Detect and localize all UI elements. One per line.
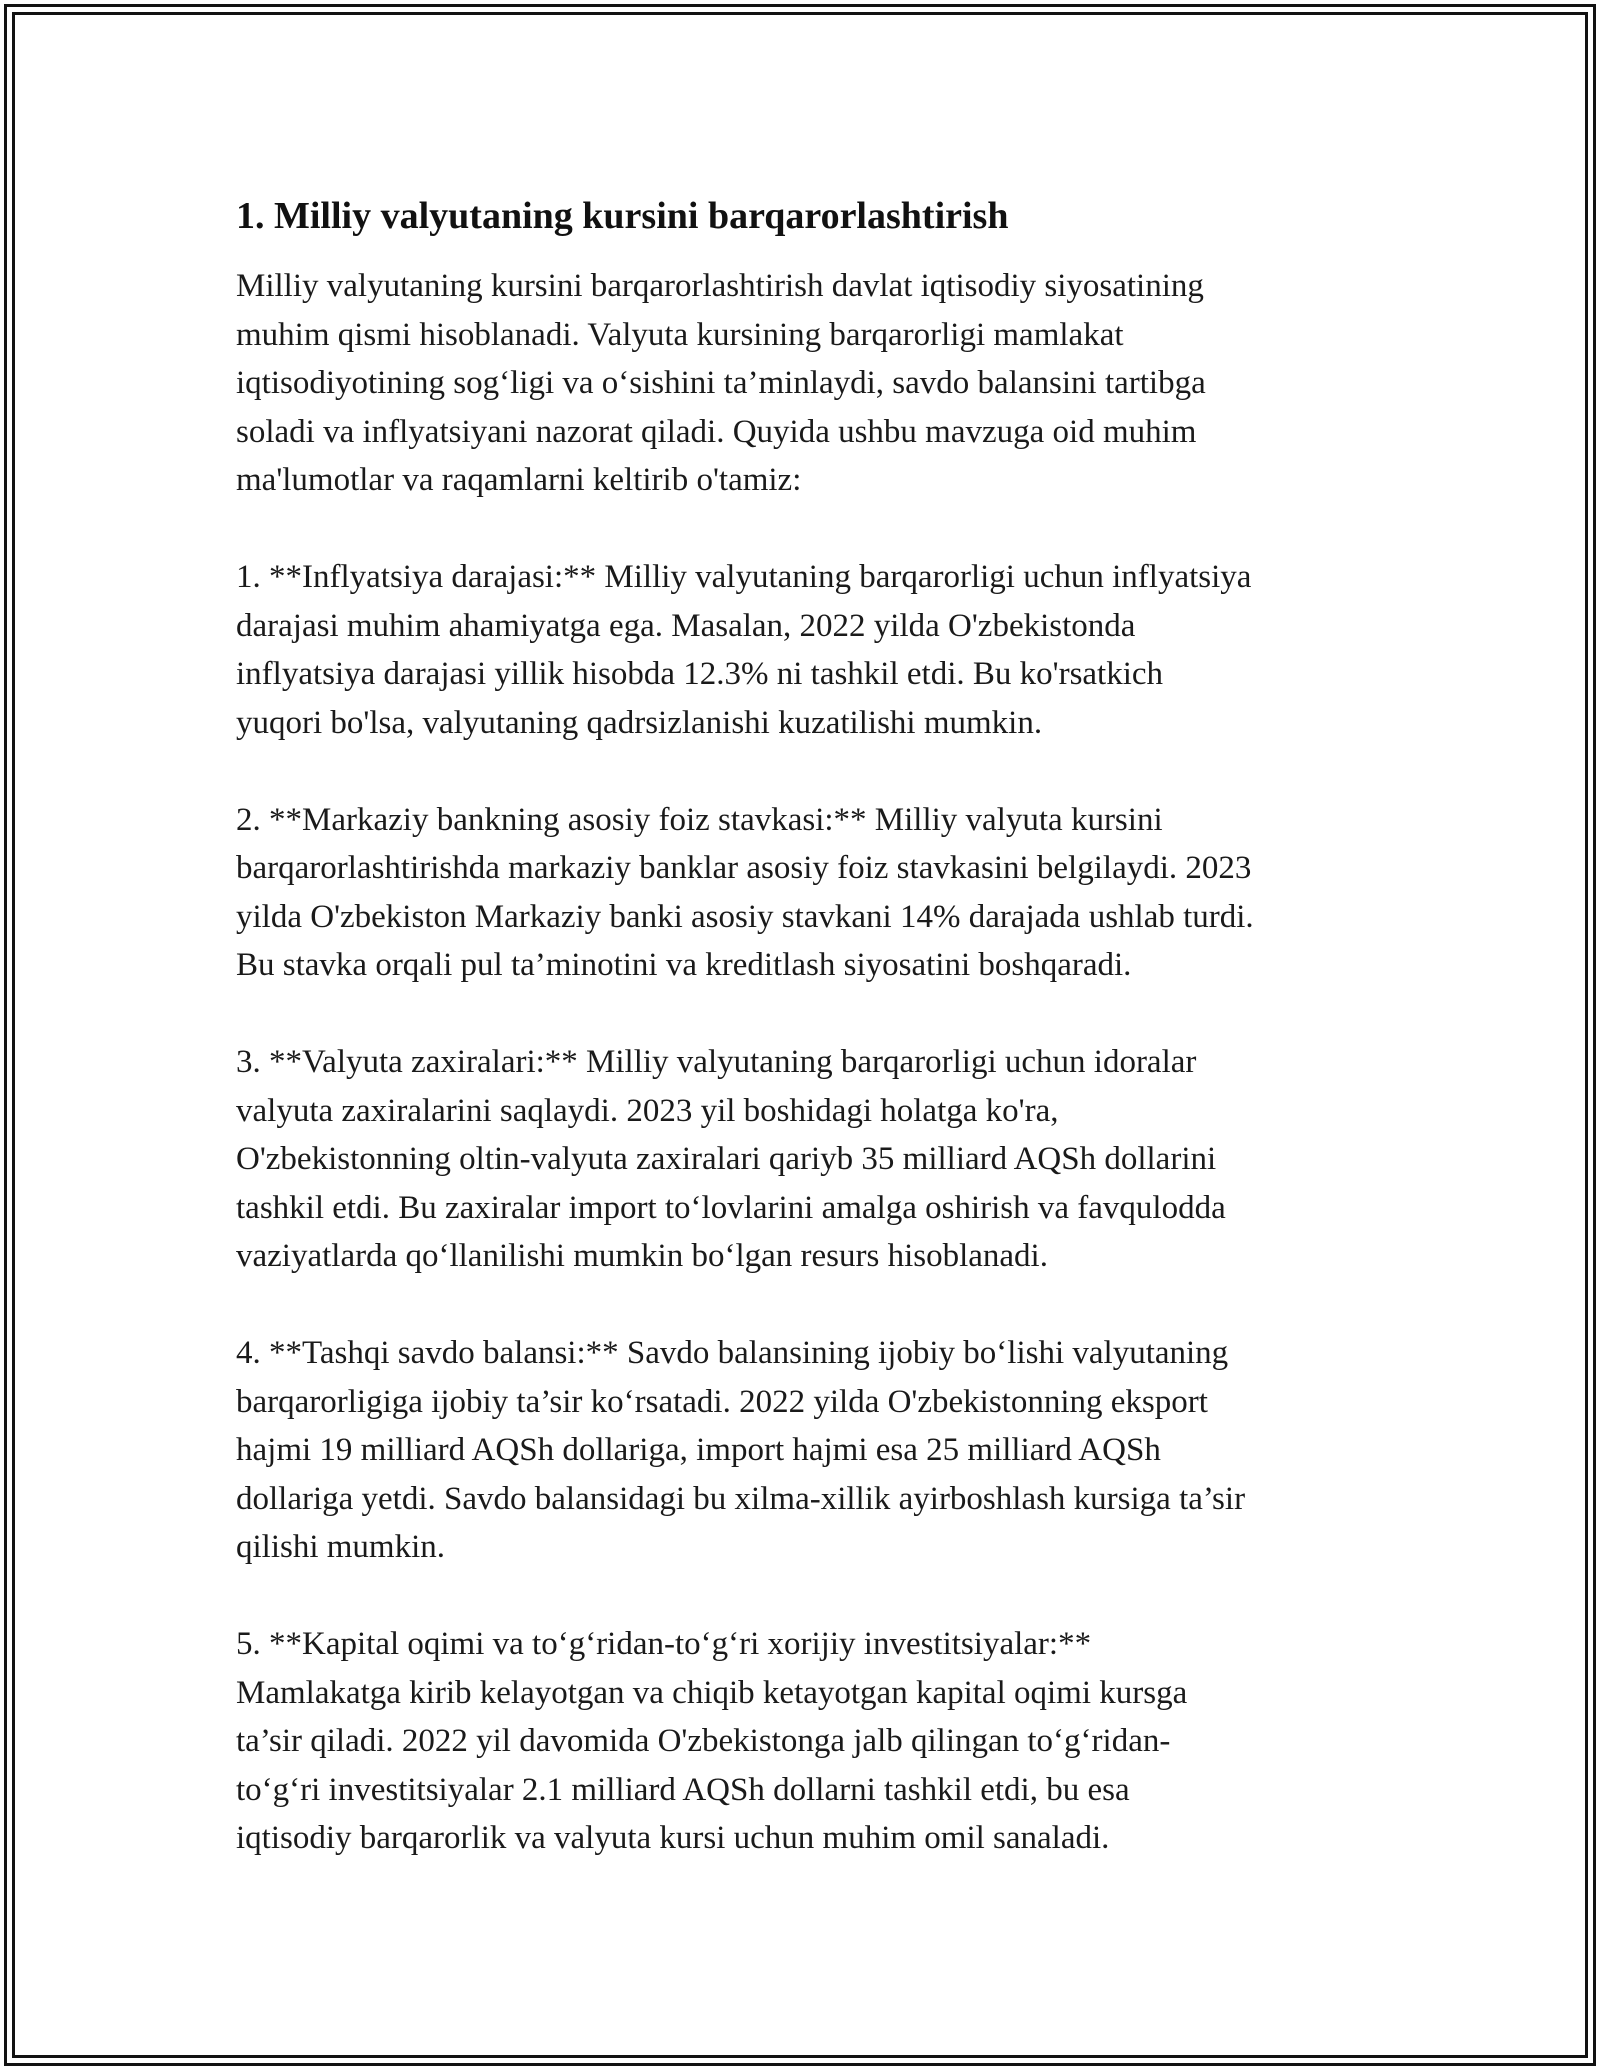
document-body <box>236 180 1386 1911</box>
item-central-bank-rate: 2. **Markaziy bankning asosiy foiz stavkasi:** Milliy valyuta kursini barqarorlashtirishda markaziy banklar asosiy foiz stavkasini belgilaydi. 2023 yilda O'zbekiston Markaziy banki asosiy stavkani 14% darajada ushlab turdi. Bu stavka orqali pul ta’minotini va kreditlash siyosatini boshqaradi. <box>236 801 1254 983</box>
item-trade-balance: 4. **Tashqi savdo balansi:** Savdo balansining ijobiy bo‘lishi valyutaning barqarorligiga ijobiy ta’sir ko‘rsatadi. 2022 yilda O'zbekistonning eksport hajmi 19 milliard AQSh dollariga, import hajmi esa 25 milliard AQSh dollariga yetdi. Savdo balansidagi bu xilma-xillik ayirboshlash kursiga ta’sir qilishi mumkin. <box>236 1335 1246 1565</box>
item-inflation-rate: 1. **Inflyatsiya darajasi:** Milliy valyutaning barqarorligi uchun inflyatsiya darajasi muhim ahamiyatga ega. Masalan, 2022 yilda O'zbekistonda inflyatsiya darajasi yillik hisobda 12.3% ni tashkil etdi. Bu ko'rsatkich yuqori bo'lsa, valyutaning qadrsizlanishi kuzatilishi mumkin. <box>236 559 1252 741</box>
section-heading: 1. Milliy valyutaning kursini barqarorlashtirish <box>236 195 1009 237</box>
intro-paragraph: Milliy valyutaning kursini barqarorlashtirish davlat iqtisodiy siyosatining muhim qismi hisoblanadi. Valyuta kursining barqarorligi mamlakat iqtisodiyotining sog‘ligi va o‘sishini ta’minlaydi, savdo balansini tartibga soladi va inflyatsiyani nazorat qiladi. Quyida ushbu mavzuga oid muhim ma'lumotlar va raqamlarni keltirib o'tamiz: <box>236 268 1206 498</box>
item-currency-reserves: 3. **Valyuta zaxiralari:** Milliy valyutaning barqarorligi uchun idoralar valyuta zaxiralarini saqlaydi. 2023 yil boshidagi holatga ko'ra, O'zbekistonning oltin-valyuta zaxiralari qariyb 35 milliard AQSh dollarini tashkil etdi. Bu zaxiralar import to‘lovlarini amalga oshirish va favqulodda vaziyatlarda qo‘llanilishi mumkin bo‘lgan resurs hisoblanadi. <box>236 1044 1226 1274</box>
item-capital-flows: 5. **Kapital oqimi va to‘g‘ridan-to‘g‘ri xorijiy investitsiyalar:** Mamlakatga kirib kelayotgan va chiqib ketayotgan kapital oqimi kursga ta’sir qiladi. 2022 yil davomida O'zbekistonga jalb qilingan to‘g‘ridan- to‘g‘ri investitsiyalar 2.1 milliard AQSh dollarni tashkil etdi, bu esa iqtisodiy barqarorlik va valyuta kursi uchun muhim omil sanaladi. <box>236 1626 1188 1856</box>
